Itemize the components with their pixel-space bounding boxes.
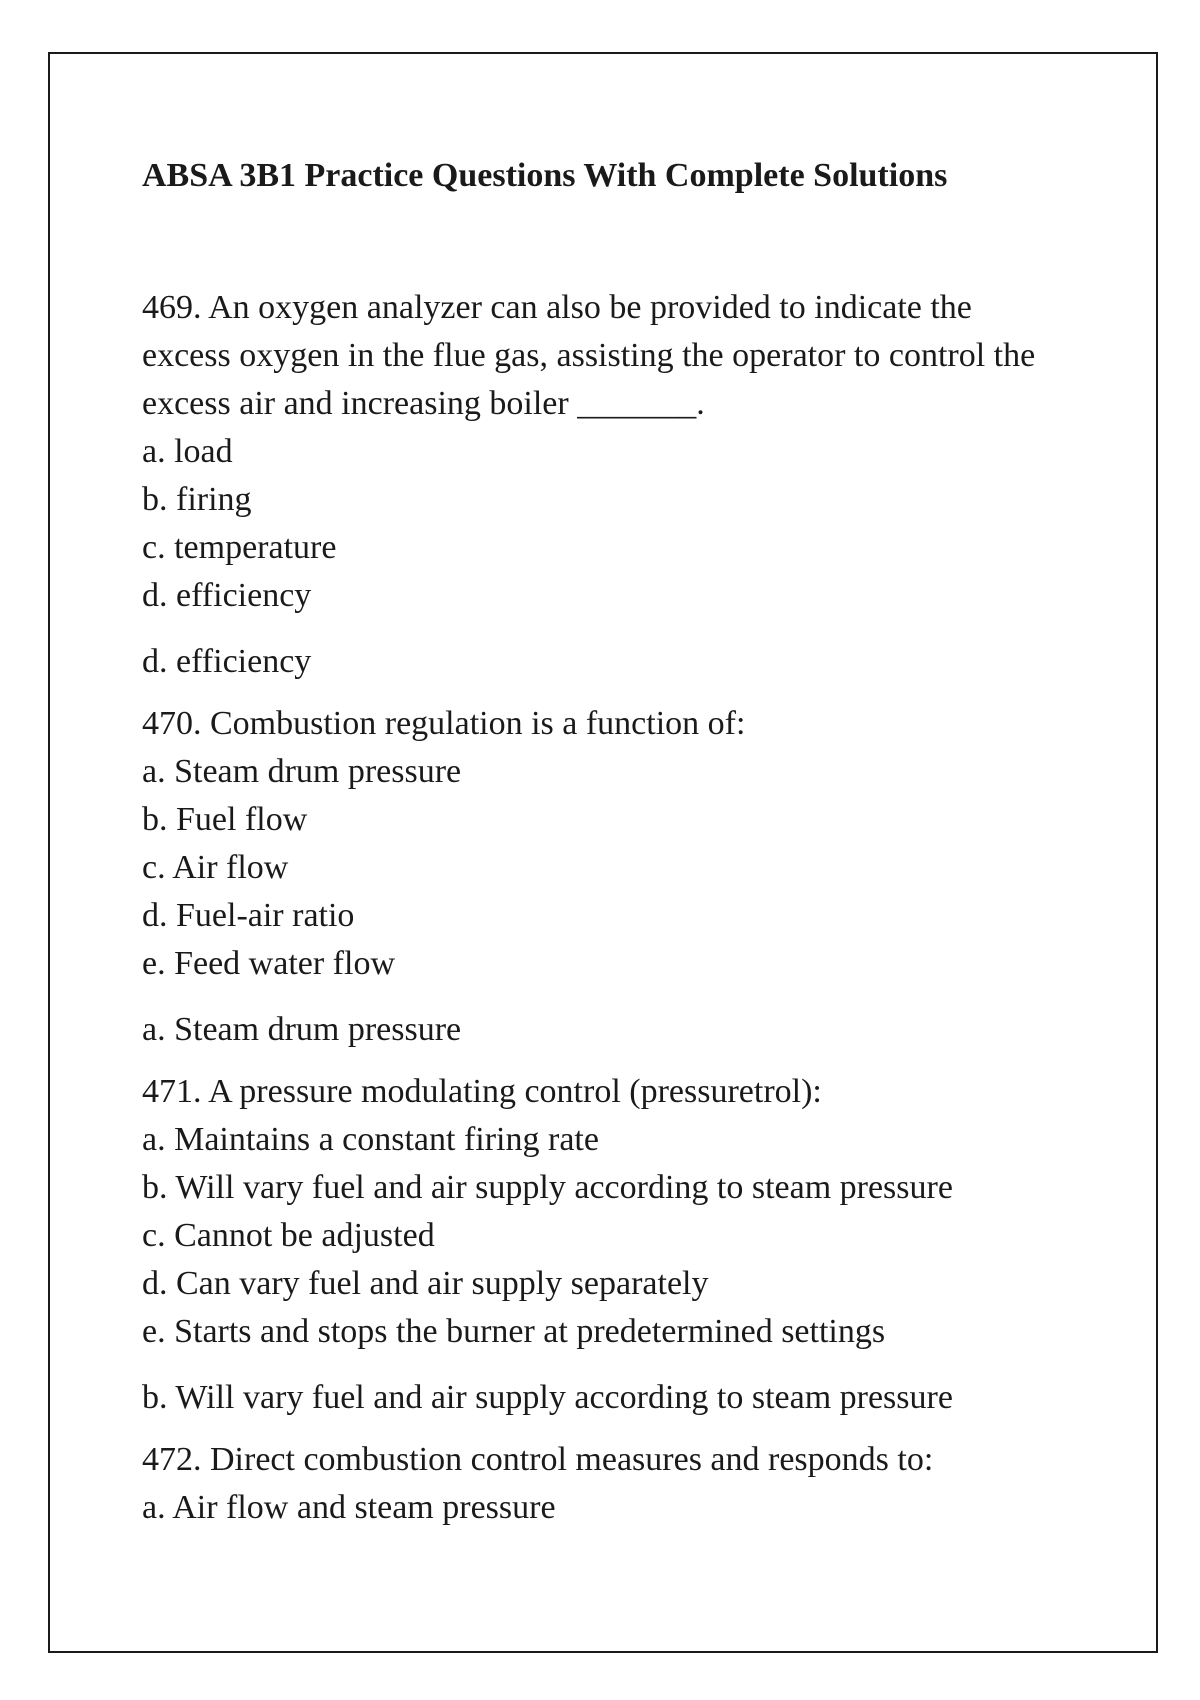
document-title: ABSA 3B1 Practice Questions With Complete Solutions — [142, 157, 948, 194]
answer-text: b. Will vary fuel and air supply according to steam pressure — [142, 1379, 953, 1416]
option-a: a. load — [142, 433, 233, 470]
option-a: a. Steam drum pressure — [142, 753, 462, 790]
option-c: c. Air flow — [142, 849, 289, 886]
question-469 — [142, 284, 1062, 686]
option-d: d. Fuel-air ratio — [142, 897, 355, 934]
question-471 — [142, 1068, 1062, 1422]
option-b: b. Fuel flow — [142, 801, 308, 838]
question-text: 469. An oxygen analyzer can also be provided to indicate the excess oxygen in the flue gas, assisting the operator to control the excess air and increasing boiler _______. — [142, 289, 1036, 422]
question-text: 472. Direct combustion control measures and responds to: — [142, 1441, 934, 1478]
option-c: c. Cannot be adjusted — [142, 1217, 435, 1254]
option-e: e. Starts and stops the burner at predetermined settings — [142, 1313, 886, 1350]
option-a: a. Air flow and steam pressure — [142, 1489, 556, 1526]
question-text: 470. Combustion regulation is a function of: — [142, 705, 746, 742]
option-b: b. Will vary fuel and air supply according to steam pressure — [142, 1169, 953, 1206]
question-470 — [142, 700, 1062, 1054]
question-text: 471. A pressure modulating control (pressuretrol): — [142, 1073, 822, 1110]
answer-text: d. efficiency — [142, 643, 312, 680]
option-a: a. Maintains a constant firing rate — [142, 1121, 599, 1158]
option-e: e. Feed water flow — [142, 945, 396, 982]
option-b: b. firing — [142, 481, 252, 518]
option-d: d. Can vary fuel and air supply separately — [142, 1265, 709, 1302]
page-content — [142, 152, 1062, 1532]
question-472 — [142, 1436, 1062, 1532]
option-d: d. efficiency — [142, 577, 312, 614]
option-c: c. temperature — [142, 529, 337, 566]
answer-text: a. Steam drum pressure — [142, 1011, 462, 1048]
